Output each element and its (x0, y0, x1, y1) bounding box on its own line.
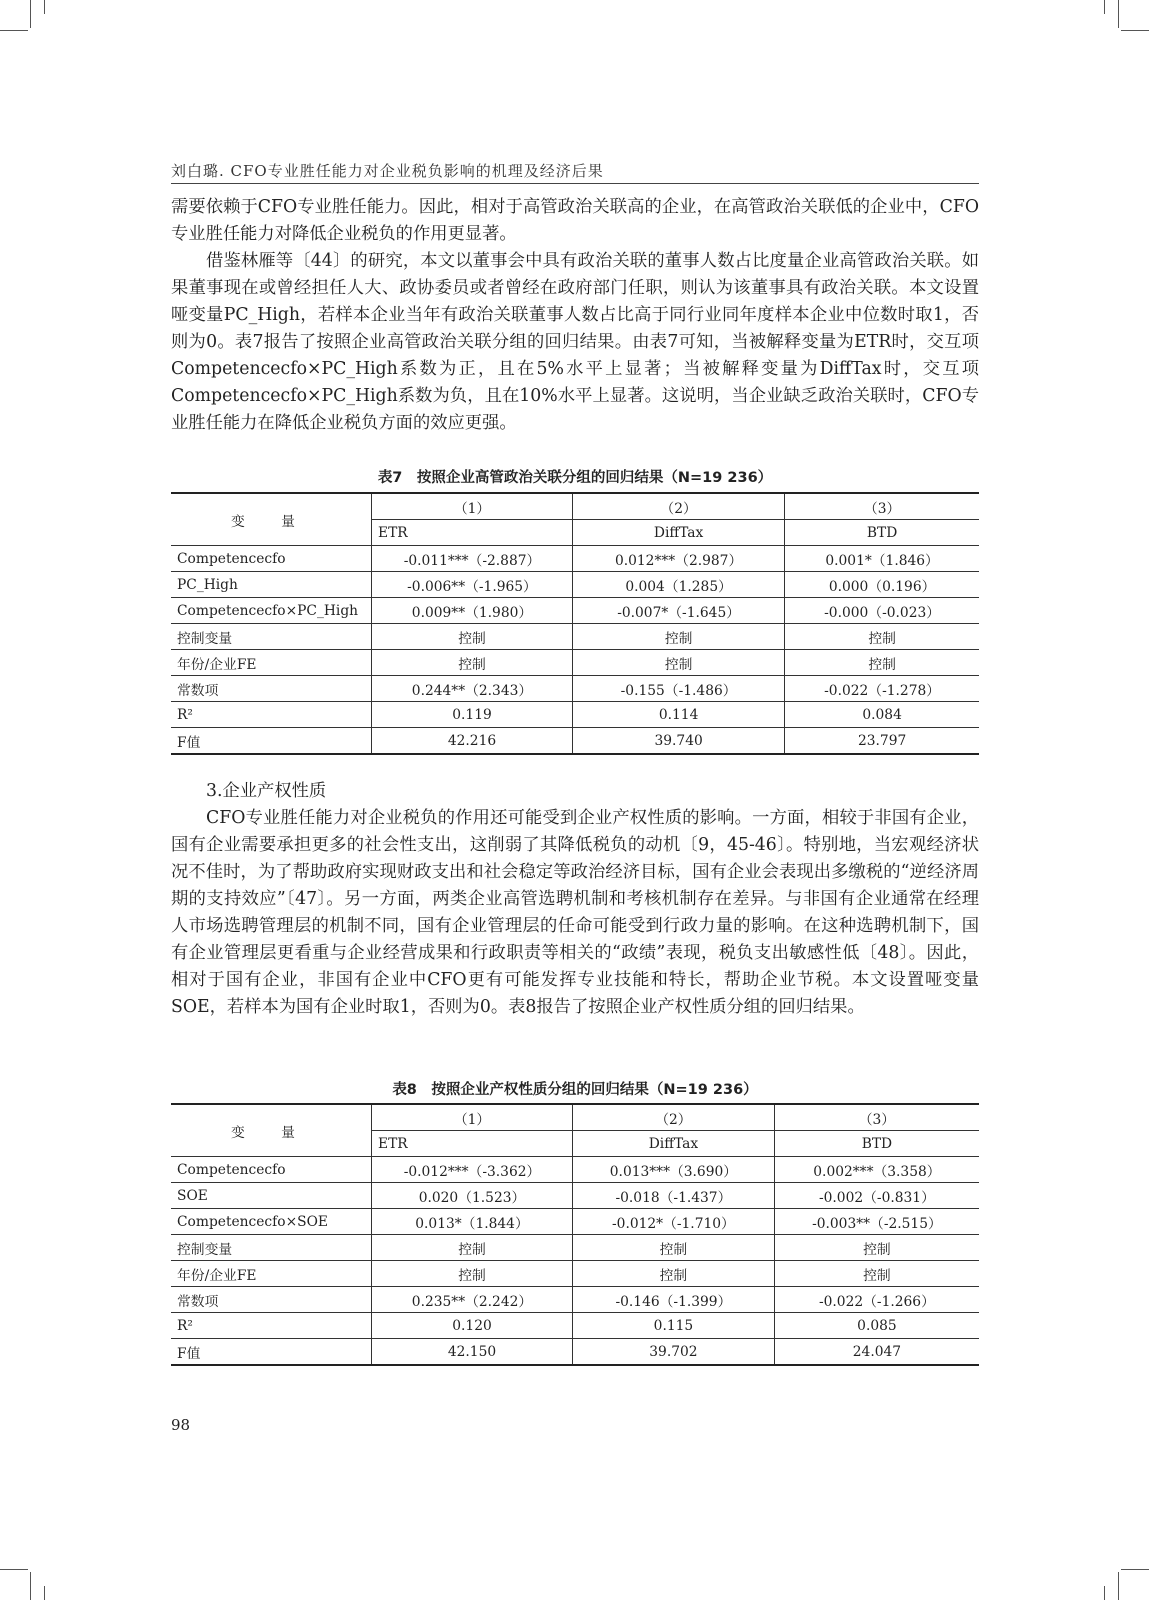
cell: 0.013*（1.844） (372, 1209, 573, 1235)
table7-var-header: 变 量 (171, 493, 372, 546)
crop-mark-bl-v (30, 1572, 31, 1600)
table-row (171, 1261, 979, 1287)
row-label: R² (171, 702, 372, 728)
table8-colname-2: DiffTax (573, 1131, 775, 1157)
cell: -0.006**（-1.965） (372, 572, 573, 598)
running-header: 刘白璐. CFO专业胜任能力对企业税负影响的机理及经济后果 (171, 162, 604, 180)
row-label: Competencecfo×SOE (171, 1209, 372, 1235)
table-row (171, 1157, 979, 1183)
table7-colname-1: ETR (372, 520, 573, 546)
table8-colnum-1: （1） (372, 1104, 573, 1131)
table8-colnum-3: （3） (774, 1104, 979, 1131)
crop-mark-tl-v (30, 0, 31, 28)
crop-mark-bl-v2 (44, 1586, 45, 1600)
row-label: Competencecfo×PC_High (171, 598, 372, 624)
table-row (171, 702, 979, 728)
table8-caption: 表8 按照企业产权性质分组的回归结果（N=19 236） (392, 1082, 758, 1098)
section-heading: 3.企业产权性质 (206, 781, 327, 801)
table-row (171, 650, 979, 676)
cell: 42.150 (372, 1339, 573, 1366)
row-label: F值 (171, 1339, 372, 1366)
table7 (171, 492, 979, 755)
cell: -0.011***（-2.887） (372, 546, 573, 572)
row-label: F值 (171, 728, 372, 755)
cell: 控制 (774, 1261, 979, 1287)
table8-colnum-2: （2） (573, 1104, 775, 1131)
cell: 0.004（1.285） (573, 572, 785, 598)
table-row (171, 1339, 979, 1366)
cell: 0.119 (372, 702, 573, 728)
paragraph-1: 需要依赖于CFO专业胜任能力。因此，相对于高管政治关联高的企业，在高管政治关联低的企业中，CFO专业胜任能力对降低企业税负的作用更显著。 (171, 197, 979, 244)
cell: 0.020（1.523） (372, 1183, 573, 1209)
cell: 0.012***（2.987） (573, 546, 785, 572)
table-row (171, 1209, 979, 1235)
crop-mark-br-v2 (1104, 1586, 1105, 1600)
paragraph-2: 借鉴林雁等〔44〕的研究，本文以董事会中具有政治关联的董事人数占比度量企业高管政治关联。如果董事现在或曾经担任人大、政协委员或者曾经在政府部门任职，则认为该董事具有政治关联。本文设置哑变量PC_High，若样本企业当年有政治关联董事人数占比高于同行业同年度样本企业中位数时取1，否则为0。表7报告了按照企业高管政治关联分组的回归结果。由表7可知，当被解释变量为ETR时，交互项Competencecfo×PC_High系数为正，且在5%水平上显著；当被解释变量为DiffTax时，交互项Competencecfo×PC_High系数为负，且在10%水平上显著。这说明，当企业缺乏政治关联时，CFO专业胜任能力在降低企业税负方面的效应更强。 (171, 251, 979, 433)
table-row (171, 546, 979, 572)
cell: 控制 (774, 1235, 979, 1261)
row-label: 常数项 (171, 676, 372, 702)
cell: 0.235**（2.242） (372, 1287, 573, 1313)
paragraph-3: CFO专业胜任能力对企业税负的作用还可能受到企业产权性质的影响。一方面，相较于非国有企业，国有企业需要承担更多的社会性支出，这削弱了其降低税负的动机〔9，45-46〕。特别地，当宏观经济状况不佳时，为了帮助政府实现财政支出和社会稳定等政治经济目标，国有企业会表现出多缴税的“逆经济周期的支持效应”〔47〕。另一方面，两类企业高管选聘机制和考核机制存在差异。与非国有企业通常在经理人市场选聘管理层的机制不同，国有企业管理层的任命可能受到行政力量的影响。在这种选聘机制下，国有企业管理层更看重与企业经营成果和行政职责等相关的“政绩”表现，税负支出敏感性低〔48〕。因此，相对于国有企业，非国有企业中CFO更有可能发挥专业技能和特长，帮助企业节税。本文设置哑变量SOE，若样本为国有企业时取1，否则为0。表8报告了按照企业产权性质分组的回归结果。 (171, 808, 979, 1017)
cell: -0.002（-0.831） (774, 1183, 979, 1209)
table8-var-header: 变 量 (171, 1104, 372, 1157)
table7-caption: 表7 按照企业高管政治关联分组的回归结果（N=19 236） (377, 470, 773, 486)
cell: 39.702 (573, 1339, 775, 1366)
cell: 0.120 (372, 1313, 573, 1339)
row-label: 控制变量 (171, 624, 372, 650)
crop-mark-tl-h (0, 30, 28, 31)
cell: 控制 (785, 624, 979, 650)
table7-colnum-1: （1） (372, 493, 573, 520)
row-label: 年份/企业FE (171, 650, 372, 676)
row-label: PC_High (171, 572, 372, 598)
cell: -0.012*（-1.710） (573, 1209, 775, 1235)
cell: -0.000（-0.023） (785, 598, 979, 624)
cell: 0.114 (573, 702, 785, 728)
cell: 控制 (372, 1261, 573, 1287)
cell: 控制 (372, 624, 573, 650)
cell: 控制 (372, 1235, 573, 1261)
cell: 控制 (372, 650, 573, 676)
cell: 0.085 (774, 1313, 979, 1339)
cell: 控制 (785, 650, 979, 676)
cell: 0.084 (785, 702, 979, 728)
cell: 0.001*（1.846） (785, 546, 979, 572)
table7-colname-3: BTD (785, 520, 979, 546)
cell: -0.155（-1.486） (573, 676, 785, 702)
cell: -0.003**（-2.515） (774, 1209, 979, 1235)
page-number: 98 (171, 1416, 191, 1434)
table7-colnum-2: （2） (573, 493, 785, 520)
cell: -0.012***（-3.362） (372, 1157, 573, 1183)
row-label: Competencecfo (171, 1157, 372, 1183)
row-label: 常数项 (171, 1287, 372, 1313)
table-row (171, 676, 979, 702)
cell: -0.022（-1.278） (785, 676, 979, 702)
table-row (171, 1313, 979, 1339)
cell: 0.002***（3.358） (774, 1157, 979, 1183)
row-label: R² (171, 1313, 372, 1339)
row-label: Competencecfo (171, 546, 372, 572)
table7-colname-2: DiffTax (573, 520, 785, 546)
table-row (171, 598, 979, 624)
cell: -0.146（-1.399） (573, 1287, 775, 1313)
row-label: SOE (171, 1183, 372, 1209)
cell: 39.740 (573, 728, 785, 755)
cell: -0.022（-1.266） (774, 1287, 979, 1313)
row-label: 年份/企业FE (171, 1261, 372, 1287)
cell: 0.244**（2.343） (372, 676, 573, 702)
table8-colname-1: ETR (372, 1131, 573, 1157)
table-row (171, 728, 979, 755)
cell: 24.047 (774, 1339, 979, 1366)
table-row (171, 1235, 979, 1261)
table-row (171, 1183, 979, 1209)
cell: 控制 (573, 650, 785, 676)
table-row (171, 572, 979, 598)
table-row (171, 1287, 979, 1313)
cell: 42.216 (372, 728, 573, 755)
cell: 控制 (573, 1261, 775, 1287)
crop-mark-tl-v2 (44, 0, 45, 14)
crop-mark-bl-h (0, 1569, 28, 1570)
crop-mark-br-v (1118, 1572, 1119, 1600)
crop-mark-br-h (1121, 1569, 1149, 1570)
cell: 控制 (573, 1235, 775, 1261)
table7-colnum-3: （3） (785, 493, 979, 520)
cell: 0.000（0.196） (785, 572, 979, 598)
cell: 0.009**（1.980） (372, 598, 573, 624)
row-label: 控制变量 (171, 1235, 372, 1261)
table8-colname-3: BTD (774, 1131, 979, 1157)
cell: -0.007*（-1.645） (573, 598, 785, 624)
header-rule (171, 183, 979, 184)
cell: -0.018（-1.437） (573, 1183, 775, 1209)
cell: 控制 (573, 624, 785, 650)
cell: 23.797 (785, 728, 979, 755)
table-row (171, 624, 979, 650)
table8 (171, 1103, 979, 1366)
crop-mark-tr-v (1118, 0, 1119, 28)
cell: 0.115 (573, 1313, 775, 1339)
crop-mark-tr-v2 (1104, 0, 1105, 14)
cell: 0.013***（3.690） (573, 1157, 775, 1183)
crop-mark-tr-h (1121, 30, 1149, 31)
